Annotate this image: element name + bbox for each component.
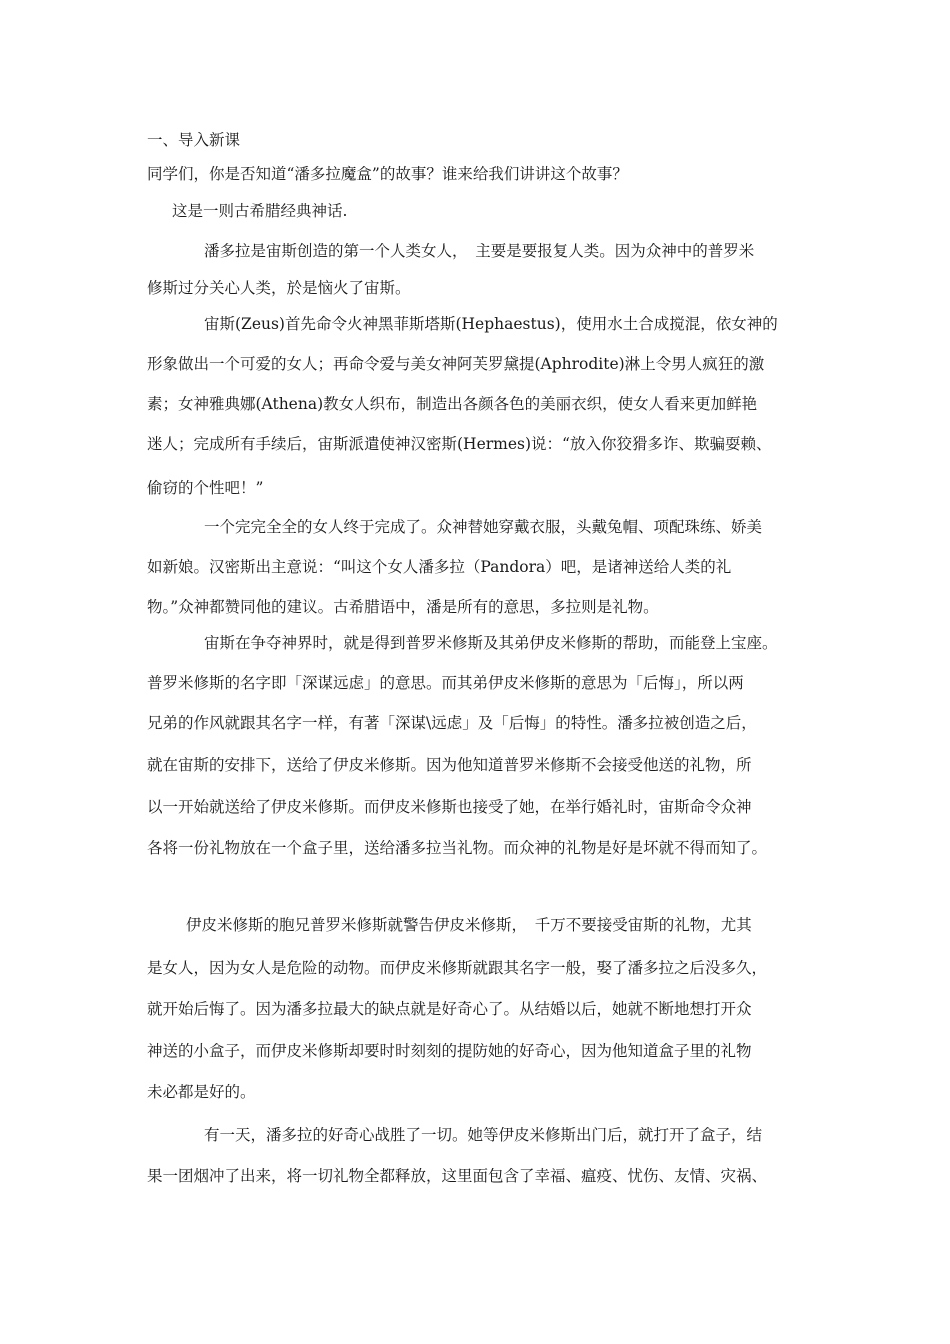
text-line: 伊皮米修斯的胞兄普罗米修斯就警告伊皮米修斯， 千万不要接受宙斯的礼物，尤其	[186, 916, 752, 934]
text-line: 一个完完全全的女人终于完成了。众神替她穿戴衣服，头戴兔帽、项配珠练、娇美	[204, 518, 763, 536]
text-line: 这是一则古希腊经典神话.	[172, 202, 348, 220]
section-heading: 一、导入新课	[147, 131, 241, 149]
text-line: 以一开始就送给了伊皮米修斯。而伊皮米修斯也接受了她，在举行婚礼时，宙斯命令众神	[147, 798, 752, 816]
text-line: 果一团烟冲了出来，将一切礼物全都释放，这里面包含了幸福、瘟疫、忧伤、友情、灾祸、	[147, 1167, 768, 1185]
text-line: 就在宙斯的安排下，送给了伊皮米修斯。因为他知道普罗米修斯不会接受他送的礼物，所	[147, 756, 752, 774]
text-line: 偷窃的个性吧！”	[147, 479, 264, 497]
text-line: 修斯过分关心人类，於是恼火了宙斯。	[147, 279, 411, 297]
text-line: 是女人，因为女人是危险的动物。而伊皮米修斯就跟其名字一般，娶了潘多拉之后没多久，	[147, 959, 768, 977]
text-line: 如新娘。汉密斯出主意说：“叫这个女人潘多拉（Pandora）吧，是诸神送给人类的礼	[147, 558, 732, 576]
text-line: 迷人；完成所有手续后，宙斯派遣使神汉密斯(Hermes)说：“放入你狡猾多诈、欺骗耍赖、	[147, 435, 772, 453]
text-line: 兄弟的作风就跟其名字一样，有著「深谋\远虑」及「后悔」的特性。潘多拉被创造之后，	[147, 714, 757, 732]
text-line: 形象做出一个可爱的女人；再命令爱与美女神阿芙罗黛提(Aphrodite)淋上令男人疯狂的激	[147, 355, 765, 373]
text-line: 同学们，你是否知道“潘多拉魔盒”的故事？谁来给我们讲讲这个故事？	[147, 165, 628, 183]
text-line: 神送的小盒子，而伊皮米修斯却要时时刻刻的提防她的好奇心，因为他知道盒子里的礼物	[147, 1042, 752, 1060]
text-line: 有一天，潘多拉的好奇心战胜了一切。她等伊皮米修斯出门后，就打开了盒子，结	[204, 1126, 763, 1144]
text-line: 宙斯(Zeus)首先命令火神黑菲斯塔斯(Hephaestus)，使用水土合成搅混，依女神的	[204, 315, 778, 333]
text-line: 物。”众神都赞同他的建议。古希腊语中，潘是所有的意思，多拉则是礼物。	[147, 598, 659, 616]
text-line: 素；女神雅典娜(Athena)教女人织布，制造出各颜各色的美丽衣织，使女人看来更加鲜艳	[147, 395, 758, 413]
text-line: 普罗米修斯的名字即「深谋远虑」的意思。而其弟伊皮米修斯的意思为「后悔」，所以两	[147, 674, 744, 692]
text-line: 各将一份礼物放在一个盒子里，送给潘多拉当礼物。而众神的礼物是好是坏就不得而知了。	[147, 839, 768, 857]
text-line: 宙斯在争夺神界时，就是得到普罗米修斯及其弟伊皮米修斯的帮助，而能登上宝座。	[204, 634, 778, 652]
text-line: 未必都是好的。	[147, 1083, 256, 1101]
text-line: 潘多拉是宙斯创造的第一个人类女人， 主要是要报复人类。因为众神中的普罗米	[204, 242, 755, 260]
text-line: 就开始后悔了。因为潘多拉最大的缺点就是好奇心了。从结婚以后，她就不断地想打开众	[147, 1000, 752, 1018]
